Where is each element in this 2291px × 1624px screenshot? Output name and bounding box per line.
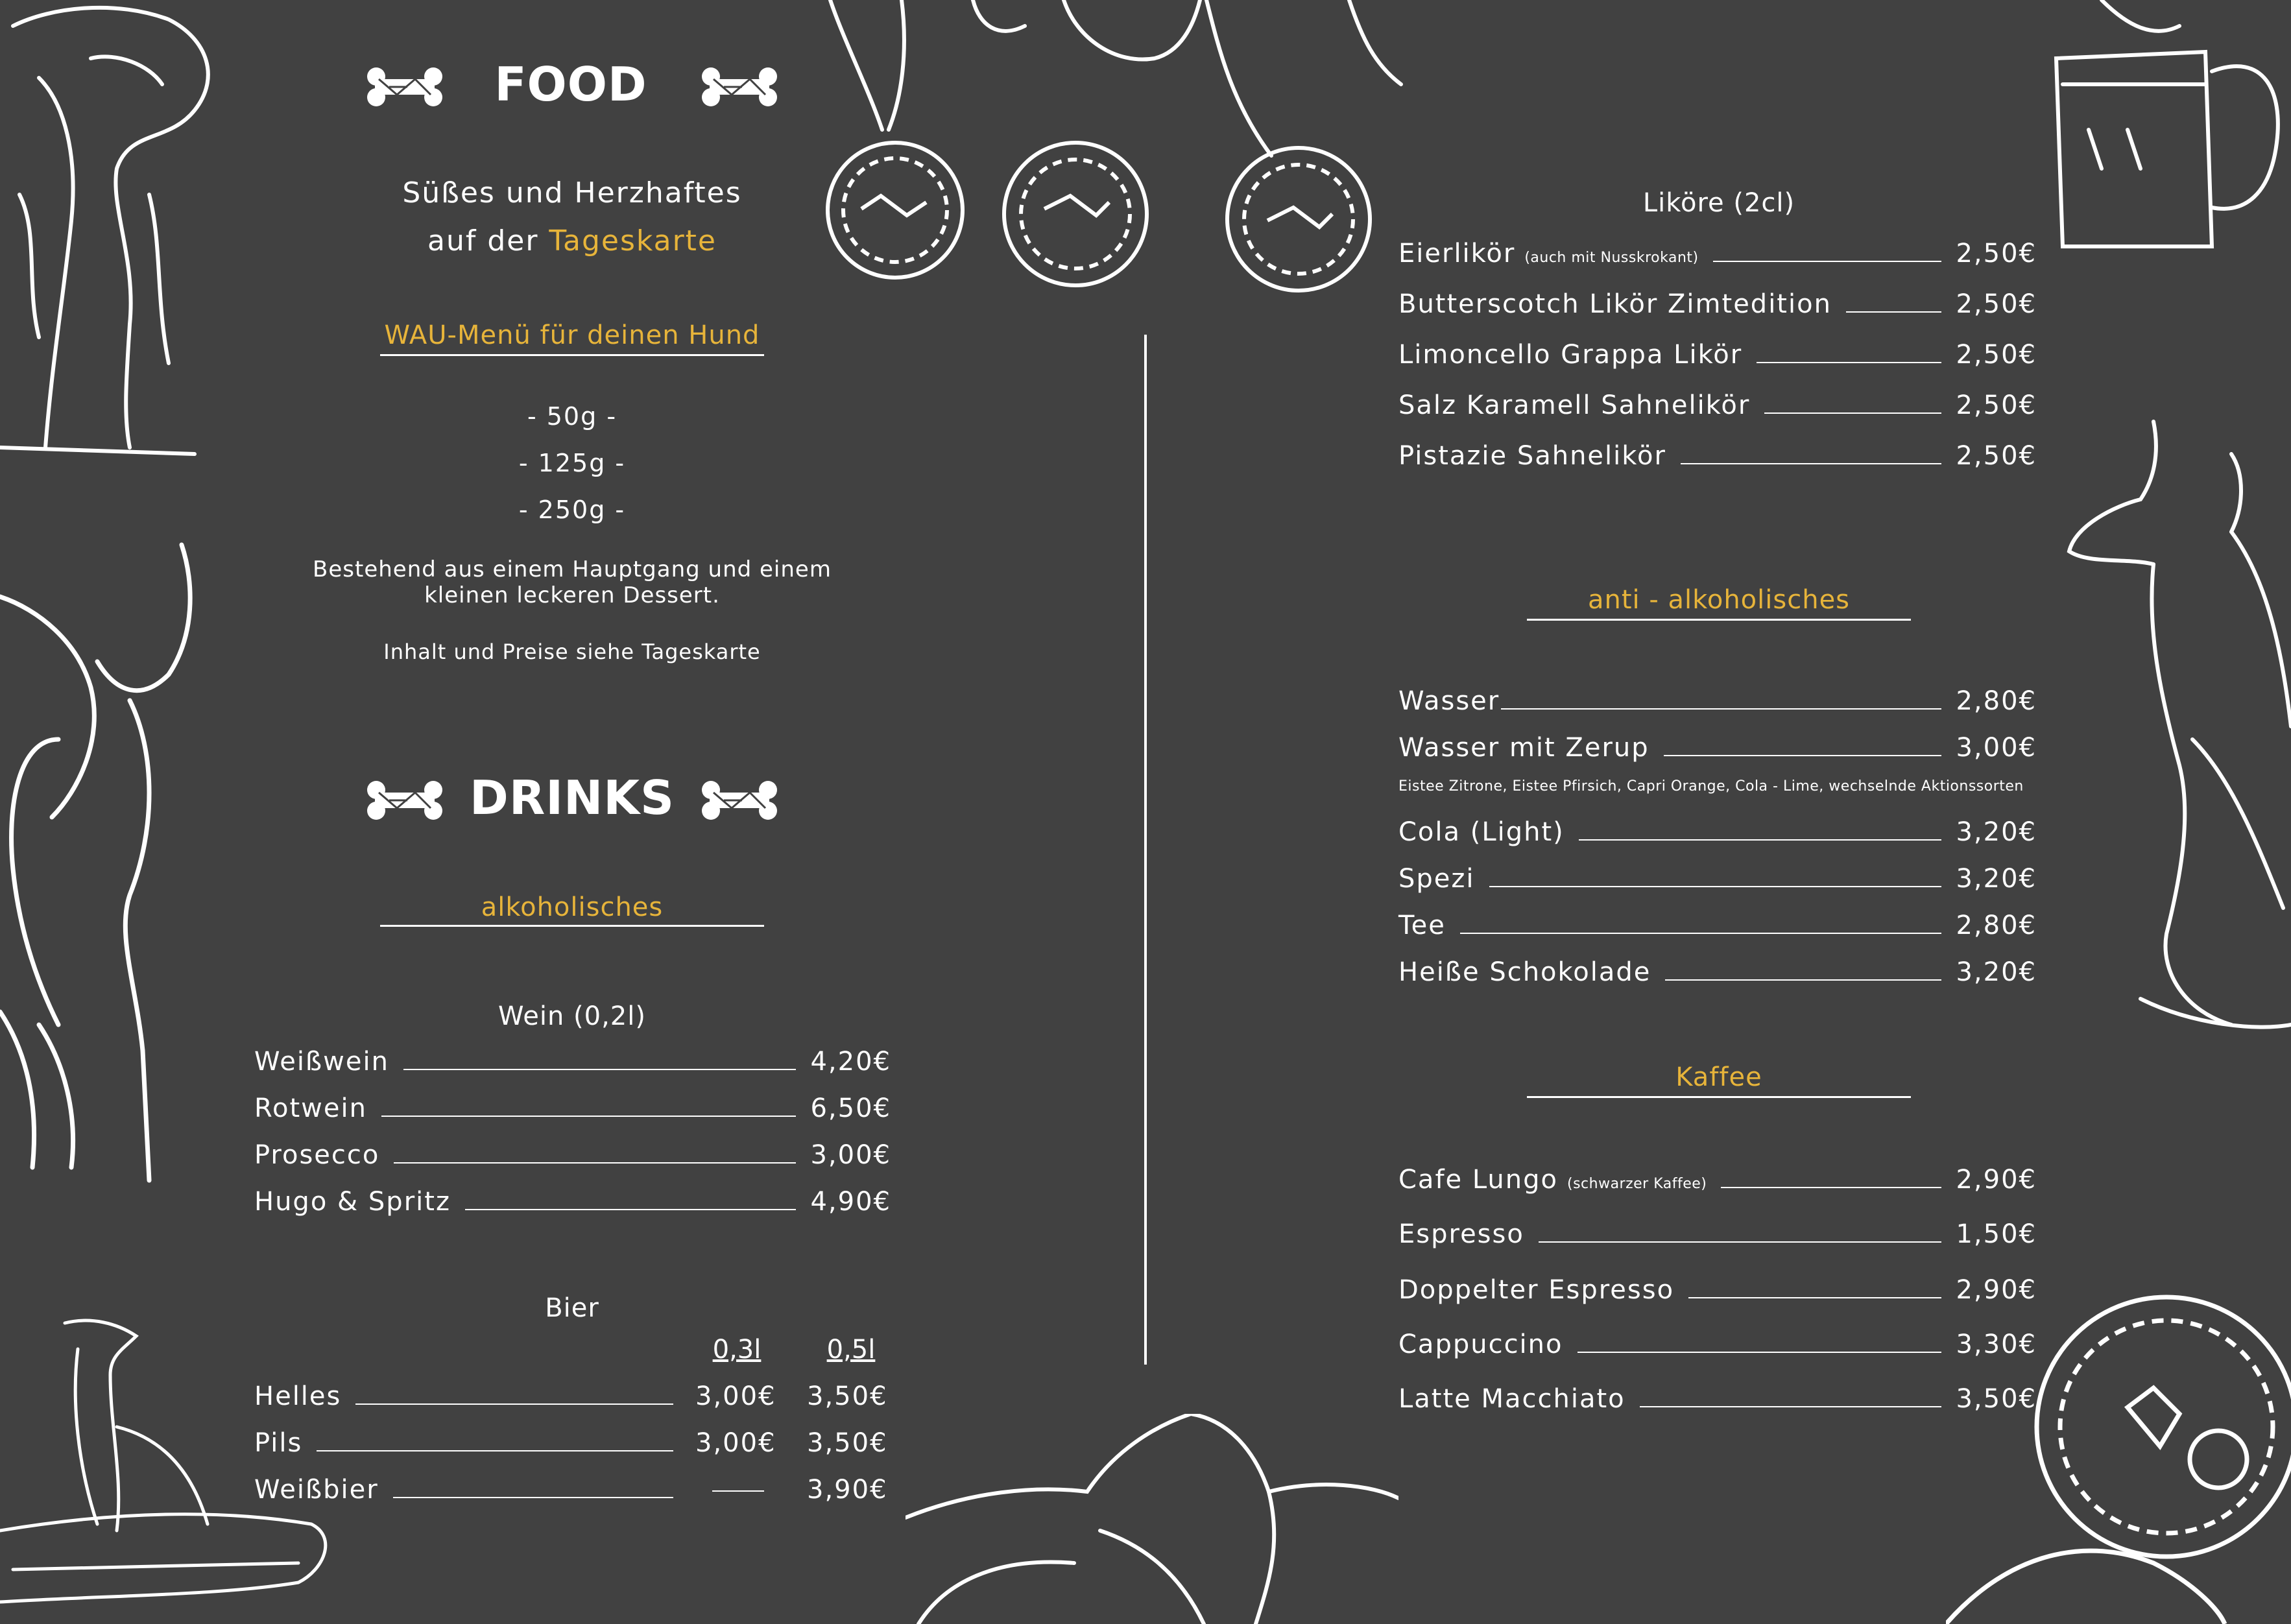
item-name: Cola (Light) <box>1398 817 1565 847</box>
leader-line <box>1665 979 1941 981</box>
item-name: Cappuccino <box>1398 1330 1563 1359</box>
menu-item <box>1398 864 2037 894</box>
item-name: Salz Karamell Sahnelikör <box>1398 390 1751 420</box>
item-name: Butterscotch Likör Zimtedition <box>1398 289 1832 319</box>
item-price: 2,50€ <box>1956 239 2037 269</box>
liqueurs-title: Liköre (2cl) <box>1642 188 1795 218</box>
food-subtitle-line1: Süßes und Herzhaftes <box>402 176 742 209</box>
leader-line <box>381 1116 797 1117</box>
item-price: 4,20€ <box>810 1047 891 1077</box>
item-price: 3,20€ <box>1956 864 2037 894</box>
item-price: 3,50€ <box>1956 1384 2037 1414</box>
dog-sketch-right-middle <box>2063 415 2291 1038</box>
item-price-small: 3,00€ <box>695 1381 776 1411</box>
item-price: 4,90€ <box>810 1187 891 1217</box>
beer-col-small: 0,3l <box>712 1335 762 1365</box>
menu-item <box>1398 817 2037 847</box>
item-name <box>1398 1165 1707 1195</box>
dog-sketch-bottom-center <box>906 1414 1398 1624</box>
leader-line <box>465 1209 797 1210</box>
item-price: 2,90€ <box>1956 1275 2037 1305</box>
leader-line <box>1713 261 1942 262</box>
no-price-dash <box>712 1490 764 1492</box>
menu-item <box>1398 1219 2037 1249</box>
non-alcoholic-title: anti - alkoholisches <box>1587 585 1851 615</box>
leader-line <box>1688 1297 1941 1298</box>
menu-item <box>1398 340 2037 370</box>
leader-line <box>394 1162 796 1164</box>
size-50g: - 50g - <box>527 402 618 431</box>
menu-item <box>1398 957 2037 987</box>
alcoholic-title: alkoholisches <box>481 892 664 922</box>
item-price: 2,50€ <box>1956 289 2037 319</box>
item-name-text: Cafe Lungo <box>1398 1165 1558 1195</box>
leader-line <box>1577 1352 1942 1353</box>
bone-icon <box>366 780 444 821</box>
bone-icon <box>701 66 778 108</box>
item-name: Heiße Schokolade <box>1398 957 1651 987</box>
item-price: 2,50€ <box>1956 390 2037 420</box>
menu-item <box>254 1428 688 1458</box>
leader-line <box>1764 412 1941 414</box>
item-price: 3,00€ <box>1956 733 2037 763</box>
menu-item <box>1398 1165 2037 1195</box>
item-name: Spezi <box>1398 864 1475 894</box>
leader-line <box>1579 839 1942 841</box>
dog-sketch-bottom-left <box>0 1310 337 1624</box>
menu-item <box>1398 1330 2037 1359</box>
wine-title: Wein (0,2l) <box>498 1001 646 1031</box>
menu-description-line2: kleinen leckeren Dessert. <box>424 582 720 608</box>
item-price: 3,20€ <box>1956 817 2037 847</box>
menu-item <box>1398 239 2037 269</box>
glass-sketch-top-right <box>2050 0 2291 253</box>
menu-item <box>254 1187 891 1217</box>
item-price: 6,50€ <box>810 1093 891 1123</box>
leader-line <box>1460 933 1942 934</box>
item-name: Wasser mit Zerup <box>1398 733 1649 763</box>
menu-item <box>254 1381 688 1411</box>
menu-item <box>1398 441 2037 471</box>
drinks-title: DRINKS <box>470 770 675 825</box>
item-price-small: 3,00€ <box>695 1428 776 1458</box>
item-price: 2,90€ <box>1956 1165 2037 1195</box>
menu-item <box>254 1093 891 1123</box>
leader-line <box>317 1450 673 1451</box>
leader-line <box>1539 1241 1942 1243</box>
item-price: 2,80€ <box>1956 911 2037 940</box>
beer-title: Bier <box>545 1293 599 1323</box>
menu-item <box>254 1475 688 1505</box>
leader-line <box>1640 1406 1942 1407</box>
menu-item <box>1398 390 2037 420</box>
leader-line <box>403 1069 797 1070</box>
leader-line <box>1757 362 1941 363</box>
item-name: Espresso <box>1398 1219 1524 1249</box>
item-note: (auch mit Nusskrokant) <box>1524 250 1699 266</box>
beer-col-large: 0,5l <box>826 1335 876 1365</box>
item-name: Limoncello Grappa Likör <box>1398 340 1743 370</box>
item-name: Prosecco <box>254 1140 380 1170</box>
item-name: Weißwein <box>254 1047 389 1077</box>
item-price: 1,50€ <box>1956 1219 2037 1249</box>
food-title: FOOD <box>494 57 647 112</box>
item-price: 3,20€ <box>1956 957 2037 987</box>
non-alcoholic-underline <box>1527 619 1911 621</box>
item-name: Doppelter Espresso <box>1398 1275 1675 1305</box>
food-subtitle-highlight: Tageskarte <box>549 224 717 257</box>
item-name <box>1398 239 1699 269</box>
item-name: Helles <box>254 1381 342 1411</box>
coffee-title: Kaffee <box>1675 1062 1762 1092</box>
size-250g: - 250g - <box>518 496 626 524</box>
leader-line <box>1501 708 1941 710</box>
zerup-flavors-note: Eistee Zitrone, Eistee Pfirsich, Capri Orange, Cola - Lime, wechselnde Aktionssorten <box>1398 778 2024 794</box>
item-name: Rotwein <box>254 1093 367 1123</box>
item-price: 2,50€ <box>1956 340 2037 370</box>
item-price: 2,80€ <box>1956 686 2037 716</box>
item-name: Hugo & Spritz <box>254 1187 451 1217</box>
menu-item <box>1398 1384 2037 1414</box>
alcoholic-underline <box>380 925 764 927</box>
leader-line <box>355 1403 673 1405</box>
item-name: Latte Macchiato <box>1398 1384 1625 1414</box>
item-price: 2,50€ <box>1956 441 2037 471</box>
leader-line <box>1489 886 1942 887</box>
menu-item <box>1398 1275 2037 1305</box>
item-name-text: Eierlikör <box>1398 239 1516 269</box>
bowl-sketch-3 <box>1222 143 1375 296</box>
coffee-underline <box>1527 1096 1911 1098</box>
menu-item <box>1398 733 2037 763</box>
item-name: Wasser <box>1398 686 1500 716</box>
item-price-large: 3,90€ <box>807 1475 888 1505</box>
food-subtitle-prefix: auf der <box>427 224 549 257</box>
wau-menu-underline <box>380 354 764 356</box>
menu-item <box>254 1140 891 1170</box>
item-name: Weißbier <box>254 1475 379 1505</box>
menu-description-line1: Bestehend aus einem Hauptgang und einem <box>313 556 832 582</box>
dog-sketch-top-left <box>0 0 234 467</box>
food-subtitle-line2 <box>298 224 846 257</box>
bowl-sketch-2 <box>999 137 1152 291</box>
item-price-large: 3,50€ <box>807 1428 888 1458</box>
item-name: Pistazie Sahnelikör <box>1398 441 1666 471</box>
bone-icon <box>366 66 444 108</box>
size-125g: - 125g - <box>518 449 626 477</box>
leader-line <box>1681 463 1942 464</box>
column-divider <box>1144 335 1147 1365</box>
wau-menu-title: WAU-Menü für deinen Hund <box>384 320 760 350</box>
menu-item <box>1398 686 2037 716</box>
leader-line <box>1721 1187 1941 1188</box>
menu-item <box>1398 911 2037 940</box>
dog-sketch-left-middle <box>0 532 208 1193</box>
leader-line <box>1846 311 1942 313</box>
menu-item <box>1398 289 2037 319</box>
menu-item <box>254 1047 891 1077</box>
item-price-large: 3,50€ <box>807 1381 888 1411</box>
item-price: 3,30€ <box>1956 1330 2037 1359</box>
leader-line <box>393 1497 673 1498</box>
bone-icon <box>701 780 778 821</box>
bowl-sketch-1 <box>822 137 968 283</box>
item-note: (schwarzer Kaffee) <box>1567 1176 1707 1192</box>
item-name: Tee <box>1398 911 1446 940</box>
item-price: 3,00€ <box>810 1140 891 1170</box>
leader-line <box>1664 755 1942 756</box>
item-name: Pils <box>254 1428 303 1458</box>
menu-note: Inhalt und Preise siehe Tageskarte <box>383 639 761 664</box>
